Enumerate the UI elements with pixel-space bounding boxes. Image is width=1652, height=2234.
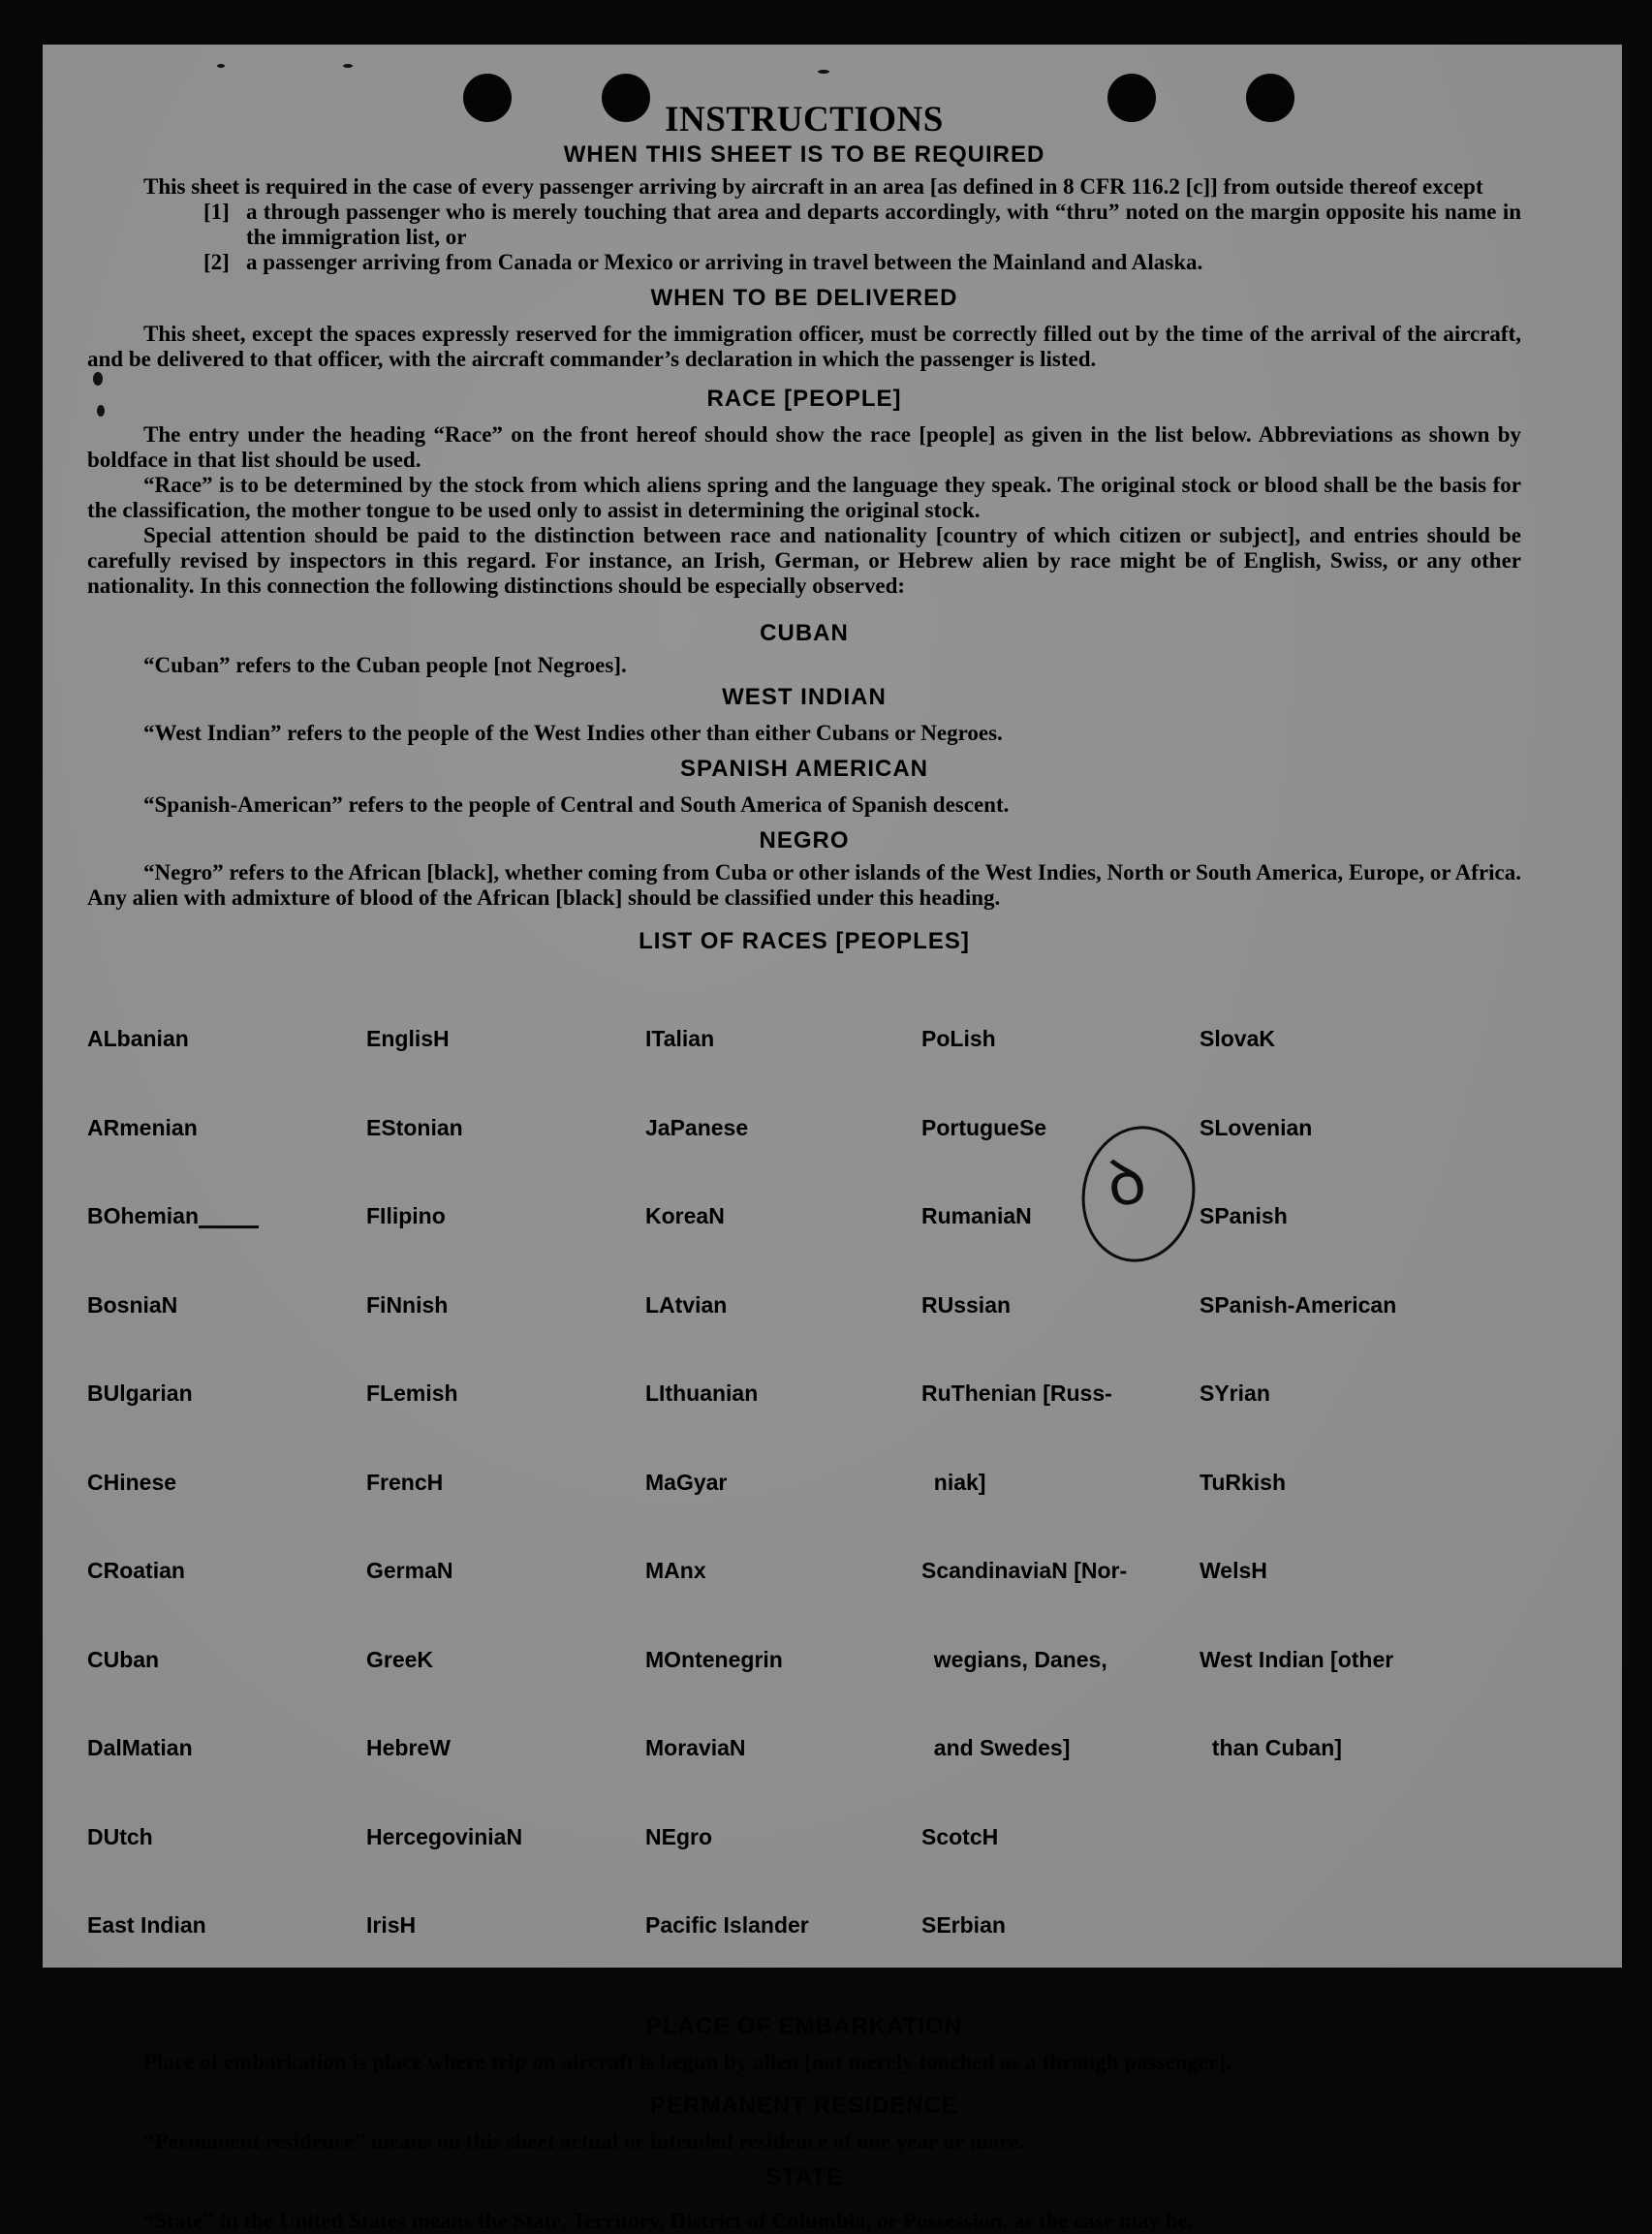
race-entry: RUssian <box>921 1291 1012 1318</box>
race-entry: JaPanese <box>645 1114 749 1140</box>
section-heading-state: STATE <box>764 2163 844 2190</box>
race-entry: East Indian <box>87 1912 206 1938</box>
negro-text: “Negro” refers to the African [black], whether coming from Cuba or other islands of the West Indies, North or South America, Europe, or Africa. Any alien with admixture of blood of the African [black] should be classified under this heading. <box>87 860 1521 910</box>
race-entry: EStonian <box>366 1114 463 1140</box>
section-heading-spanish-american: SPANISH AMERICAN <box>679 756 928 782</box>
west-indian-text: “West Indian” refers to the people of the West Indies other than either Cubans or Negroes. <box>143 721 1003 745</box>
race-entry: DUtch <box>87 1823 153 1849</box>
race-entry: BUlgarian <box>87 1381 193 1406</box>
race-entry: DalMatian <box>87 1735 193 1760</box>
item-number: [1] <box>203 200 230 224</box>
spanish-american-text: “Spanish-American” refers to the people of Central and South America of Spanish descent. <box>143 792 1010 817</box>
item-text: a passenger arriving from Canada or Mexico or arriving in travel between the Mainland and Alaska. <box>246 250 1203 274</box>
handwritten-strike-mark <box>199 1226 259 1228</box>
race-entry: FrencH <box>366 1469 444 1495</box>
race-entry: SlovaK <box>1200 1026 1275 1051</box>
race-entry: RumaniaN <box>921 1203 1032 1228</box>
races-column-3 <box>645 965 921 2000</box>
required-intro: This sheet is required in the case of every passenger arriving by aircraft in an area [as defined in 8 CFR 116.2 [c]] from outside thereof except <box>143 174 1483 199</box>
item-text: a through passenger who is merely touching that area and departs accordingly, with “thru” noted on the margin opposite his name in the immigration list, or <box>246 200 1521 249</box>
cuban-text: “Cuban” refers to the Cuban people [not Negroes]. <box>143 653 627 677</box>
required-item-2 <box>87 250 1521 275</box>
race-paragraph-3: Special attention should be paid to the distinction between race and nationality [country of which citizen or subject], and entries should be carefully revised by inspectors in this regard. For instance, an Irish, German, or Hebrew alien by race might be of English, Swiss, or any other nationality. In this connection the following distinctions should be especially observed: <box>87 523 1521 598</box>
ink-speck <box>343 64 353 68</box>
race-entry: RuThenian [Russ- <box>921 1381 1112 1406</box>
race-entry: EnglisH <box>366 1026 450 1051</box>
residence-text: “Permanent residence” means on this sheet actual or intended residence of one year or more. <box>143 2128 1025 2154</box>
race-entry: TuRkish <box>1200 1469 1287 1495</box>
race-entry: West Indian [other <box>1200 1646 1394 1672</box>
race-entry: GermaN <box>366 1558 453 1583</box>
races-column-2 <box>366 965 645 2000</box>
section-heading-required: WHEN THIS SHEET IS TO BE REQUIRED <box>563 141 1045 168</box>
race-entry: SPanish-American <box>1200 1291 1397 1318</box>
race-entry: BOhemian <box>87 1203 200 1228</box>
races-column-4 <box>921 965 1200 2000</box>
race-entry: IrisH <box>366 1912 417 1938</box>
instructions-content <box>87 99 1521 2234</box>
race-entry: HercegoviniaN <box>366 1823 523 1849</box>
section-heading-race: RACE [PEOPLE] <box>706 386 902 412</box>
race-entry: FiNnish <box>366 1291 449 1318</box>
race-entry: GreeK <box>366 1646 434 1672</box>
race-entry: KoreaN <box>645 1203 725 1228</box>
ink-speck <box>217 64 225 68</box>
race-paragraph-1: The entry under the heading “Race” on the front hereof should show the race [people] as given in the list below. Abbreviations as shown by boldface in that list should be used. <box>87 422 1521 472</box>
race-entry: BosniaN <box>87 1291 178 1318</box>
state-text: “State” in the United States means the State, Territory, District of Columbia, or Possession, as the case may be. <box>143 2208 1194 2233</box>
race-entry: and Swedes] <box>921 1735 1071 1760</box>
race-entry: SPanish <box>1200 1203 1288 1228</box>
section-heading-races-list: LIST OF RACES [PEOPLES] <box>639 928 970 954</box>
race-entry: PortugueSe <box>921 1114 1047 1140</box>
race-entry: MaGyar <box>645 1469 728 1495</box>
race-entry: Pacific Islander <box>645 1912 809 1938</box>
section-heading-delivered: WHEN TO BE DELIVERED <box>650 285 958 311</box>
section-heading-embarkation: PLACE OF EMBARKATION <box>645 2012 963 2039</box>
section-heading-west-indian: WEST INDIAN <box>722 684 887 710</box>
race-entry: ALbanian <box>87 1026 189 1051</box>
race-entry: WelsH <box>1200 1558 1267 1583</box>
delivered-text: This sheet, except the spaces expressly reserved for the immigration officer, must be correctly filled out by the time of the arrival of the aircraft, and be delivered to that officer, with the aircraft commander’s declaration in which the passenger is listed. <box>87 322 1521 371</box>
race-entry: NEgro <box>645 1823 712 1849</box>
race-entry: CUban <box>87 1646 160 1672</box>
race-entry: FIlipino <box>366 1203 446 1228</box>
section-heading-cuban: CUBAN <box>760 620 849 646</box>
embarkation-text: Place of embarkation is place where trip on aircraft is begun by alien [not merely touched as a through passenger]. <box>143 2049 1231 2074</box>
race-entry: HebreW <box>366 1735 451 1760</box>
race-entry: LAtvian <box>645 1291 728 1318</box>
race-entry: FLemish <box>366 1381 458 1406</box>
section-heading-residence: PERMANENT RESIDENCE <box>650 2092 958 2119</box>
race-entry: wegians, Danes, <box>921 1646 1107 1672</box>
handwritten-mark: ꝺ <box>1102 1142 1151 1223</box>
race-entry: than Cuban] <box>1200 1735 1342 1760</box>
ink-speck <box>818 70 829 74</box>
item-number: [2] <box>203 250 230 274</box>
race-entry: CHinese <box>87 1469 177 1495</box>
race-entry: SYrian <box>1200 1381 1270 1406</box>
page-title: INSTRUCTIONS <box>665 100 944 140</box>
race-entry: SErbian <box>921 1912 1006 1938</box>
race-entry: MAnx <box>645 1558 706 1583</box>
races-list <box>87 965 1521 2000</box>
race-entry: PoLish <box>921 1026 996 1051</box>
race-paragraph-2: “Race” is to be determined by the stock from which aliens spring and the language they speak. The original stock or blood shall be the basis for the classification, the mother tongue to be used only to assist in determining the original stock. <box>87 473 1521 522</box>
race-entry: ScandinaviaN [Nor- <box>921 1558 1128 1583</box>
races-column-5 <box>1200 965 1490 2000</box>
race-entry: MOntenegrin <box>645 1646 783 1672</box>
race-entry: MoraviaN <box>645 1735 746 1760</box>
race-entry: SLovenian <box>1200 1114 1313 1140</box>
race-entry: ITalian <box>645 1026 715 1051</box>
race-entry: LIthuanian <box>645 1381 759 1406</box>
race-entry: niak] <box>921 1469 986 1495</box>
race-entry: ARmenian <box>87 1114 198 1140</box>
race-entry: ScotcH <box>921 1823 999 1849</box>
required-item-1 <box>87 200 1521 250</box>
race-entry: CRoatian <box>87 1558 185 1583</box>
section-heading-negro: NEGRO <box>759 827 850 853</box>
races-column-1 <box>87 965 366 2000</box>
